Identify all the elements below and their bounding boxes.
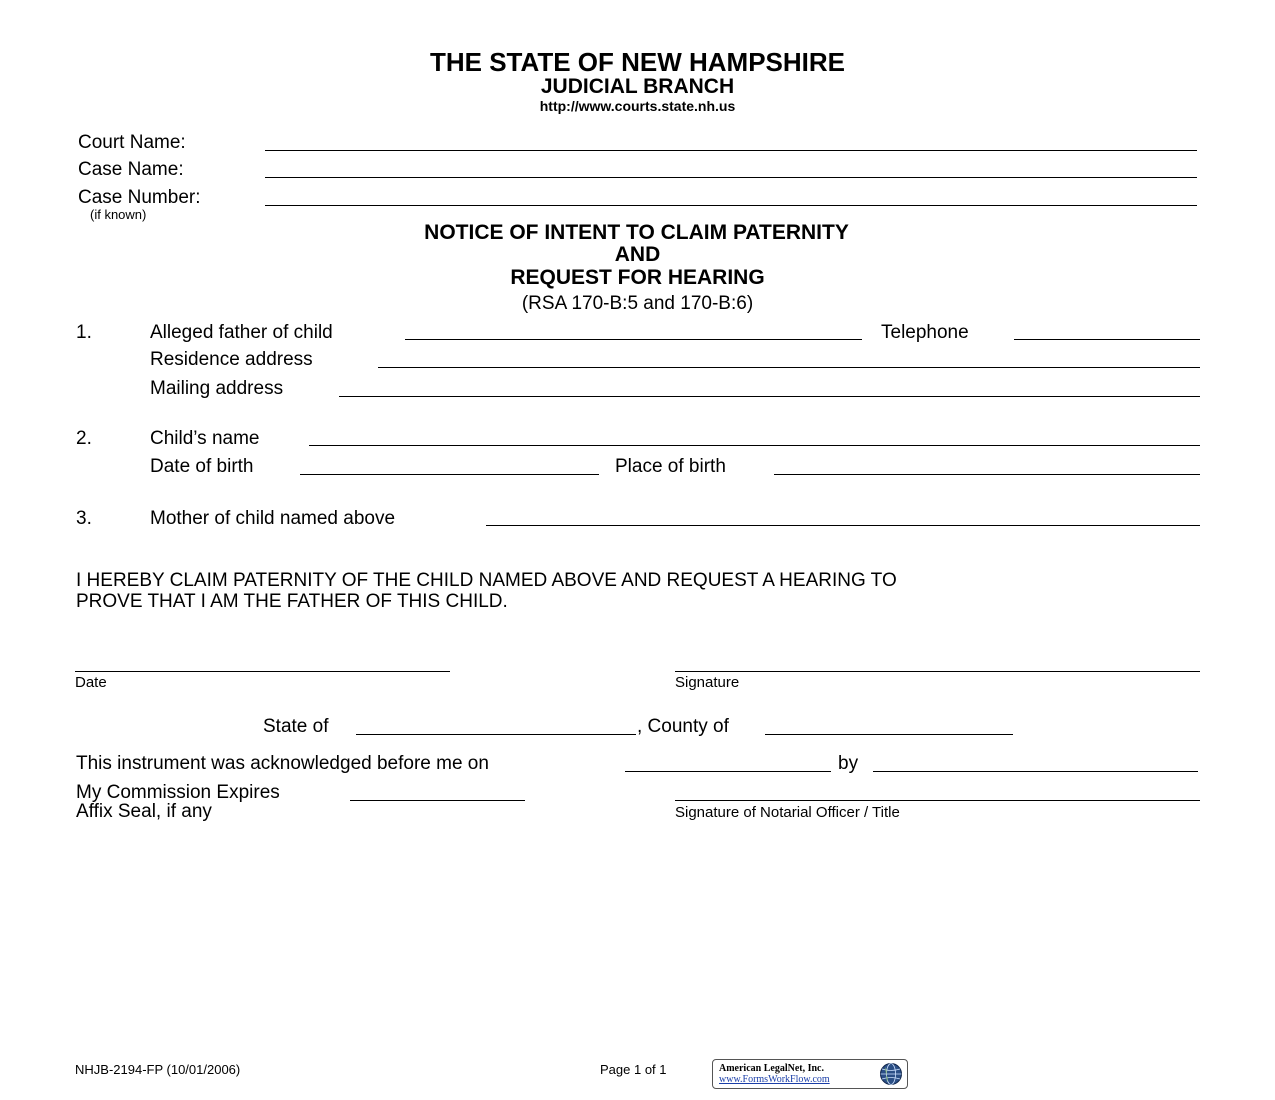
acknowledged-label: This instrument was acknowledged before me on bbox=[76, 753, 489, 774]
child-name-label: Child’s name bbox=[150, 428, 260, 449]
claim-statement-line2: PROVE THAT I AM THE FATHER OF THIS CHILD. bbox=[76, 591, 508, 612]
mailing-address-field[interactable] bbox=[339, 396, 1200, 397]
by-label: by bbox=[838, 753, 859, 774]
date-label: Date bbox=[75, 674, 107, 691]
state-of-label: State of bbox=[263, 716, 329, 737]
state-of-field[interactable] bbox=[356, 734, 636, 735]
form-title-line1: NOTICE OF INTENT TO CLAIM PATERNITY bbox=[424, 221, 849, 244]
notarial-signature-field[interactable] bbox=[675, 800, 1200, 801]
court-name-label: Court Name: bbox=[78, 132, 186, 153]
commission-expires-label: My Commission Expires bbox=[76, 782, 280, 803]
vendor-name: American LegalNet, Inc. bbox=[719, 1063, 824, 1074]
child-name-field[interactable] bbox=[309, 445, 1200, 446]
form-id: NHJB-2194-FP (10/01/2006) bbox=[75, 1062, 241, 1077]
alleged-father-field[interactable] bbox=[405, 339, 862, 340]
section2-number: 2. bbox=[76, 428, 92, 449]
page-number: Page 1 of 1 bbox=[600, 1062, 667, 1077]
commission-expires-field[interactable] bbox=[350, 800, 525, 801]
place-of-birth-field[interactable] bbox=[774, 474, 1200, 475]
dob-label: Date of birth bbox=[150, 456, 254, 477]
branch-title: JUDICIAL BRANCH bbox=[540, 75, 735, 98]
county-of-label: , County of bbox=[637, 716, 729, 737]
vendor-badge[interactable] bbox=[712, 1059, 908, 1089]
section1-number: 1. bbox=[76, 322, 92, 343]
residence-address-field[interactable] bbox=[378, 367, 1200, 368]
claim-statement-line1: I HEREBY CLAIM PATERNITY OF THE CHILD NAMED ABOVE AND REQUEST A HEARING TO bbox=[76, 570, 897, 591]
if-known-note: (if known) bbox=[90, 207, 147, 222]
court-name-field[interactable] bbox=[265, 150, 1197, 151]
state-title: THE STATE OF NEW HAMPSHIRE bbox=[429, 47, 846, 77]
place-of-birth-label: Place of birth bbox=[615, 456, 726, 477]
county-of-field[interactable] bbox=[765, 734, 1013, 735]
mother-field[interactable] bbox=[486, 525, 1200, 526]
vendor-link[interactable]: www.FormsWorkFlow.com bbox=[719, 1074, 830, 1085]
acknowledged-date-field[interactable] bbox=[625, 771, 831, 772]
residence-address-label: Residence address bbox=[150, 349, 313, 370]
court-url: http://www.courts.state.nh.us bbox=[539, 98, 736, 114]
form-title-line2: AND bbox=[614, 243, 661, 266]
case-name-label: Case Name: bbox=[78, 159, 184, 180]
alleged-father-label: Alleged father of child bbox=[150, 322, 333, 343]
statute-reference: (RSA 170-B:5 and 170-B:6) bbox=[521, 293, 754, 314]
globe-icon bbox=[879, 1062, 903, 1086]
telephone-label: Telephone bbox=[881, 322, 969, 343]
case-number-field[interactable] bbox=[265, 205, 1197, 206]
telephone-field[interactable] bbox=[1014, 339, 1200, 340]
signature-label: Signature bbox=[675, 674, 740, 691]
case-number-label: Case Number: bbox=[78, 187, 201, 208]
dob-field[interactable] bbox=[300, 474, 599, 475]
notarial-officer-label: Signature of Notarial Officer / Title bbox=[675, 804, 900, 821]
section3-number: 3. bbox=[76, 508, 92, 529]
mailing-address-label: Mailing address bbox=[150, 378, 284, 399]
form-title-line3: REQUEST FOR HEARING bbox=[510, 266, 765, 289]
case-name-field[interactable] bbox=[265, 177, 1197, 178]
date-field[interactable] bbox=[75, 671, 450, 672]
affix-seal-label: Affix Seal, if any bbox=[76, 801, 212, 822]
signature-field[interactable] bbox=[675, 671, 1200, 672]
mother-label: Mother of child named above bbox=[150, 508, 396, 529]
acknowledged-by-field[interactable] bbox=[873, 771, 1198, 772]
